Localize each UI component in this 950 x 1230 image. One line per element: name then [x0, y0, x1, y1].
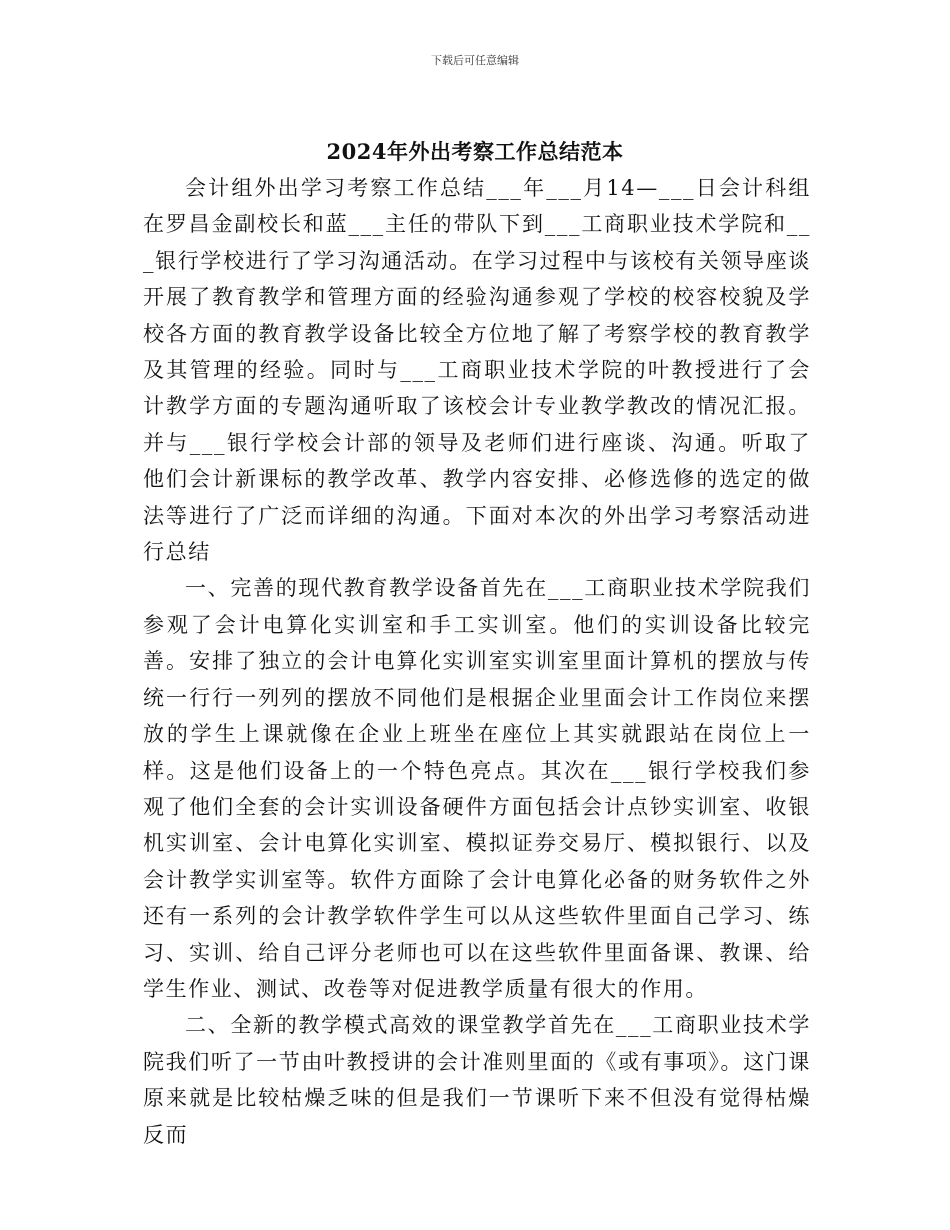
document-body: [143, 170, 811, 1153]
paragraph-section-2: 二、全新的教学模式高效的课堂教学首先在___工商职业技术学院我们听了一节由叶教授讲的会计准则里面的《或有事项》。这门课原来就是比较枯燥乏味的但是我们一节课听下来不但没有觉得枯燥反而: [143, 1013, 811, 1147]
document-title: 2024年外出考察工作总结范本: [326, 139, 624, 165]
paragraph-intro: 会计组外出学习考察工作总结___年___月14—___日会计科组在罗昌金副校长和蓝___主任的带队下到___工商职业技术学院和___银行学校进行了学习沟通活动。在学习过程中与该校有关领导座谈开展了教育教学和管理方面的经验沟通参观了学校的校容校貌及学校各方面的教育教学设备比较全方位地了解了考察学校的教育教学及其管理的经验。同时与___工商职业技术学院的叶教授进行了会计教学方面的专题沟通听取了该校会计专业教学教改的情况汇报。并与___银行学校会计部的领导及老师们进行座谈、沟通。听取了他们会计新课标的教学改革、教学内容安排、必修选修的选定的做法等进行了广泛而详细的沟通。下面对本次的外出学习考察活动进行总结: [143, 176, 811, 565]
paragraph-section-1: 一、完善的现代教育教学设备首先在___工商职业技术学院我们参观了会计电算化实训室和手工实训室。他们的实训设备比较完善。安排了独立的会计电算化实训室实训室里面计算机的摆放与传统一行行一列列的摆放不同他们是根据企业里面会计工作岗位来摆放的学生上课就像在企业上班坐在座位上其实就跟站在岗位上一样。这是他们设备上的一个特色亮点。其次在___银行学校我们参观了他们全套的会计实训设备硬件方面包括会计点钞实训室、收银机实训室、会计电算化实训室、模拟证券交易厅、模拟银行、以及会计教学实训室等。软件方面除了会计电算化必备的财务软件之外还有一系列的会计教学软件学生可以从这些软件里面自己学习、练习、实训、给自己评分老师也可以在这些软件里面备课、教课、给学生作业、测试、改卷等对促进教学质量有很大的作用。: [143, 576, 811, 1001]
page-header-note: 下载后可任意编辑: [431, 54, 519, 67]
